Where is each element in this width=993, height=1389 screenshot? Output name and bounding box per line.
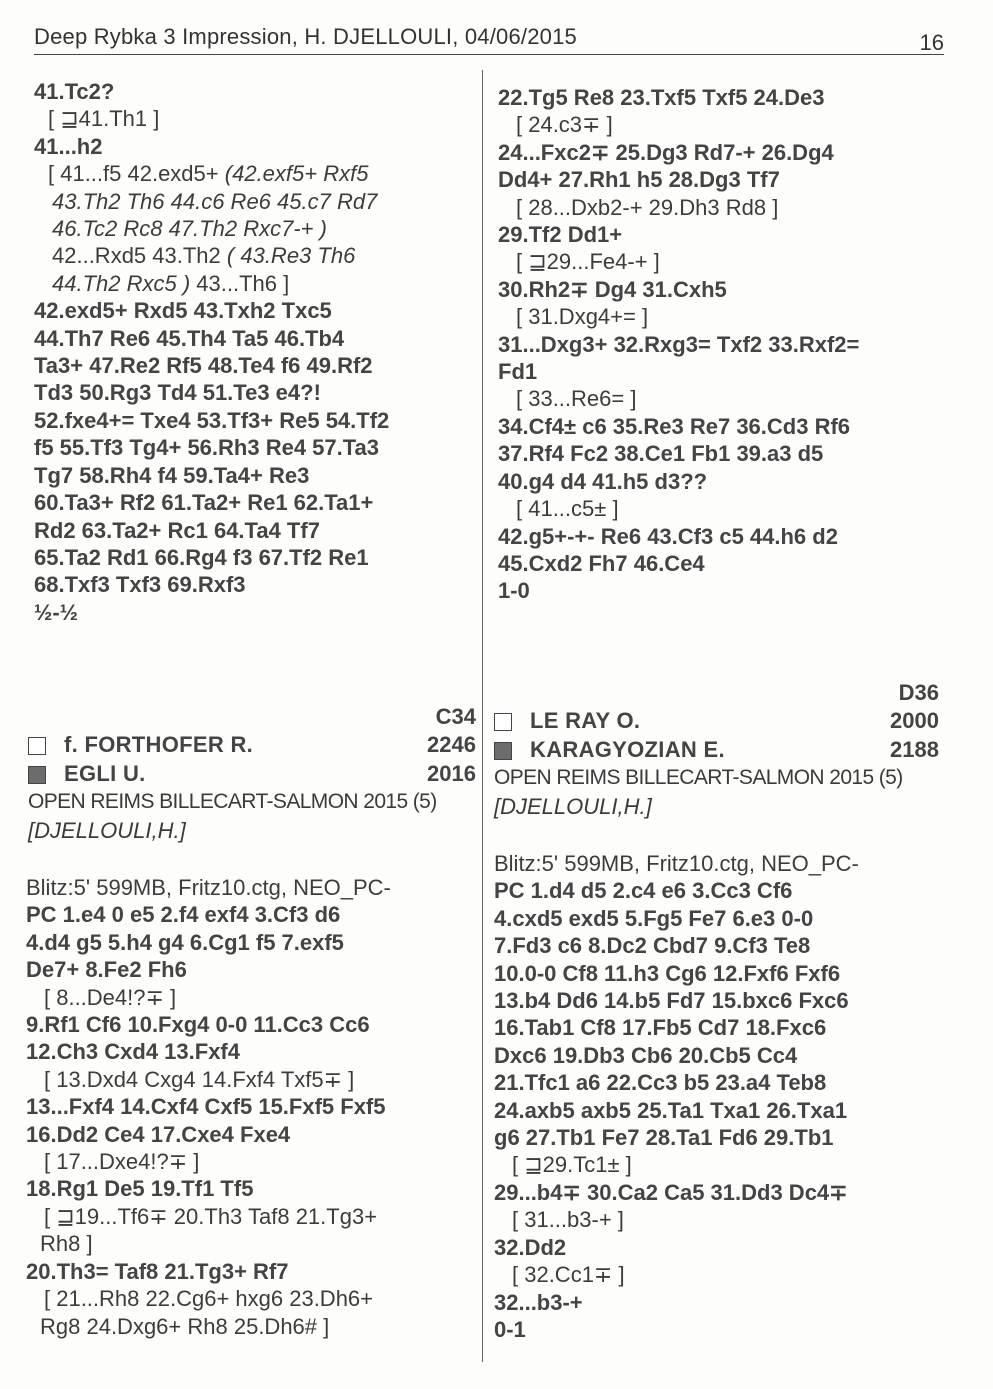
move-line: Blitz:5' 599MB, Fritz10.ctg, NEO_PC- xyxy=(494,851,859,876)
variation-line: [ 24.c3∓ ] xyxy=(516,112,613,138)
game2-annotator: [DJELLOULI,H.] xyxy=(494,794,652,819)
white-square-icon xyxy=(28,737,46,755)
move-line: 42.g5+-+- Re6 43.Cf3 c5 44.h6 d2 xyxy=(498,523,838,549)
variation-line: [ ⊒29...Fe4-+ ] xyxy=(516,249,660,275)
move-line: 52.fxe4+= Txe4 53.Tf3+ Re5 54.Tf2 xyxy=(34,407,390,433)
move-line: 29.Tf2 Dd1+ xyxy=(498,222,623,248)
game1-moves xyxy=(26,874,476,1340)
game2-event: OPEN REIMS BILLECART-SALMON 2015 (5) xyxy=(494,766,903,789)
move-line: f5 55.Tf3 Tg4+ 56.Rh3 Re4 57.Ta3 xyxy=(34,435,380,461)
move-line: 44.Th7 Re6 45.Th4 Ta5 46.Tb4 xyxy=(34,325,345,351)
move-line: 37.Rf4 Fc2 38.Ce1 Fb1 39.a3 d5 xyxy=(498,441,824,467)
variation-line: [ 33...Re6= ] xyxy=(516,386,637,412)
variation-line: [ 31.Dxg4+= ] xyxy=(516,304,649,330)
game2-white-row xyxy=(494,708,939,737)
left-top-moves xyxy=(34,78,474,626)
game2-black-elo: 2188 xyxy=(890,737,939,762)
variation-line: 43.Th2 Th6 44.c6 Re6 45.c7 Rd7 xyxy=(52,188,378,214)
move-line: Dxc6 19.Db3 Cb6 20.Cb5 Cc4 xyxy=(494,1042,798,1068)
move-line: 32...b3-+ xyxy=(494,1289,583,1315)
game1-black-row xyxy=(28,761,476,790)
move-line: 24.axb5 axb5 25.Ta1 Txa1 26.Txa1 xyxy=(494,1097,848,1123)
move-line: PC 1.d4 d5 2.c4 e6 3.Cc3 Cf6 xyxy=(494,878,793,904)
game1-eco: C34 xyxy=(435,704,476,729)
move-line: 29...b4∓ 30.Ca2 Ca5 31.Dd3 Dc4∓ xyxy=(494,1179,848,1205)
move-line: De7+ 8.Fe2 Fh6 xyxy=(26,957,187,983)
game2-header xyxy=(494,680,939,822)
header-title: Deep Rybka 3 Impression, H. DJELLOULI, 04/06/2015 xyxy=(34,24,577,49)
game1-white-player: f. FORTHOFER R. xyxy=(64,732,254,757)
page-header xyxy=(34,24,944,55)
game1-annotator: [DJELLOULI,H.] xyxy=(28,818,186,843)
black-square-icon xyxy=(28,766,46,784)
game1-white-row xyxy=(28,732,476,761)
move-line: 65.Ta2 Rd1 66.Rg4 f3 67.Tf2 Re1 xyxy=(34,544,369,570)
move-line: 41.Tc2? xyxy=(34,79,115,104)
column-divider xyxy=(482,70,483,1362)
variation-line: [ ⊒29.Tc1± ] xyxy=(512,1152,632,1178)
move-line: Td3 50.Rg3 Td4 51.Te3 e4?! xyxy=(34,380,321,406)
move-line: 21.Tfc1 a6 22.Cc3 b5 23.a4 Teb8 xyxy=(494,1070,827,1096)
variation-line: [ 41...f5 42.exd5+ (42.exf5+ Rxf5 xyxy=(48,161,369,187)
variation-line: [ ⊒41.Th1 ] xyxy=(48,106,160,132)
right-top-moves xyxy=(498,84,938,605)
variation-line: [ 41...c5± ] xyxy=(516,496,619,522)
game-result: 1-0 xyxy=(498,578,530,604)
game2-eco: D36 xyxy=(898,680,939,705)
variation-line: 46.Tc2 Rc8 47.Th2 Rxc7-+ ) xyxy=(52,216,327,242)
game-result: ½-½ xyxy=(34,599,79,625)
variation-line: [ 28...Dxb2-+ 29.Dh3 Rd8 ] xyxy=(516,194,779,220)
game1-white-elo: 2246 xyxy=(427,732,476,757)
move-line: 68.Txf3 Txf3 69.Rxf3 xyxy=(34,572,246,598)
move-line: 24...Fxc2∓ 25.Dg3 Rd7-+ 26.Dg4 xyxy=(498,139,834,165)
move-line: 34.Cf4± c6 35.Re3 Re7 36.Cd3 Rf6 xyxy=(498,413,851,439)
game-result: 0-1 xyxy=(494,1316,526,1342)
variation-line: [ ⊒19...Tf6∓ 20.Th3 Taf8 21.Tg3+ xyxy=(44,1203,378,1229)
game1-black-player: EGLI U. xyxy=(64,761,146,786)
variation-line: [ 8...De4!?∓ ] xyxy=(44,984,177,1010)
move-line: 13...Fxf4 14.Cxf4 Cxf5 15.Fxf5 Fxf5 xyxy=(26,1094,386,1120)
move-line: 12.Ch3 Cxd4 13.Fxf4 xyxy=(26,1039,240,1065)
move-line: 13.b4 Dd6 14.b5 Fd7 15.bxc6 Fxc6 xyxy=(494,988,849,1014)
game2-black-player: KARAGYOZIAN E. xyxy=(530,737,725,762)
move-line: 10.0-0 Cf8 11.h3 Cg6 12.Fxf6 Fxf6 xyxy=(494,960,841,986)
page-number: 16 xyxy=(919,30,944,55)
move-line: g6 27.Tb1 Fe7 28.Ta1 Fd6 29.Tb1 xyxy=(494,1125,834,1151)
move-line: 40.g4 d4 41.h5 d3?? xyxy=(498,468,708,494)
variation-line: 42...Rxd5 43.Th2 ( 43.Re3 Th6 xyxy=(52,243,356,269)
move-line: Rd2 63.Ta2+ Rc1 64.Ta4 Tf7 xyxy=(34,517,320,543)
game1-black-elo: 2016 xyxy=(427,761,476,786)
move-line: 41...h2 xyxy=(34,133,103,159)
move-line: Fd1 xyxy=(498,359,538,385)
move-line: 20.Th3= Taf8 21.Tg3+ Rf7 xyxy=(26,1258,289,1284)
move-line: Blitz:5' 599MB, Fritz10.ctg, NEO_PC- xyxy=(26,875,391,900)
variation-line: [ 32.Cc1∓ ] xyxy=(512,1262,625,1288)
game1-event: OPEN REIMS BILLECART-SALMON 2015 (5) xyxy=(28,790,437,813)
variation-line: Rh8 ] xyxy=(40,1231,93,1257)
variation-line: [ 31...b3-+ ] xyxy=(512,1207,624,1233)
variation-line: [ 17...Dxe4!?∓ ] xyxy=(44,1149,200,1175)
move-line: 30.Rh2∓ Dg4 31.Cxh5 xyxy=(498,276,727,302)
move-line: Tg7 58.Rh4 f4 59.Ta4+ Re3 xyxy=(34,462,310,488)
variation-line: Rg8 24.Dxg6+ Rh8 25.Dh6# ] xyxy=(40,1313,330,1339)
move-line: 9.Rf1 Cf6 10.Fxg4 0-0 11.Cc3 Cc6 xyxy=(26,1012,370,1038)
move-line: 31...Dxg3+ 32.Rxg3= Txf2 33.Rxf2= xyxy=(498,331,860,357)
black-square-icon xyxy=(494,742,512,760)
white-square-icon xyxy=(494,713,512,731)
game1-header xyxy=(28,704,476,846)
game2-white-elo: 2000 xyxy=(890,708,939,733)
move-line: 4.d4 g5 5.h4 g4 6.Cg1 f5 7.exf5 xyxy=(26,929,344,955)
variation-line: [ 13.Dxd4 Cxg4 14.Fxf4 Txf5∓ ] xyxy=(44,1066,355,1092)
move-line: 32.Dd2 xyxy=(494,1234,567,1260)
move-line: Dd4+ 27.Rh1 h5 28.Dg3 Tf7 xyxy=(498,167,780,193)
variation-line: 44.Th2 Rxc5 ) 43...Th6 ] xyxy=(52,270,290,296)
move-line: 60.Ta3+ Rf2 61.Ta2+ Re1 62.Ta1+ xyxy=(34,490,374,516)
move-line: 16.Tab1 Cf8 17.Fb5 Cd7 18.Fxc6 xyxy=(494,1015,827,1041)
move-line: PC 1.e4 0 e5 2.f4 exf4 3.Cf3 d6 xyxy=(26,902,341,928)
move-line: 45.Cxd2 Fh7 46.Ce4 xyxy=(498,550,705,576)
move-line: 22.Tg5 Re8 23.Txf5 Txf5 24.De3 xyxy=(498,85,825,110)
move-line: 4.cxd5 exd5 5.Fg5 Fe7 6.e3 0-0 xyxy=(494,905,814,931)
move-line: 18.Rg1 De5 19.Tf1 Tf5 xyxy=(26,1176,254,1202)
game2-black-row xyxy=(494,737,939,766)
variation-line: [ 21...Rh8 22.Cg6+ hxg6 23.Dh6+ xyxy=(44,1286,374,1312)
move-line: 16.Dd2 Ce4 17.Cxe4 Fxe4 xyxy=(26,1121,291,1147)
move-line: Ta3+ 47.Re2 Rf5 48.Te4 f6 49.Rf2 xyxy=(34,353,373,379)
move-line: 42.exd5+ Rxd5 43.Txh2 Txc5 xyxy=(34,298,332,324)
game2-moves xyxy=(494,850,944,1343)
move-line: 7.Fd3 c6 8.Dc2 Cbd7 9.Cf3 Te8 xyxy=(494,933,811,959)
game2-white-player: LE RAY O. xyxy=(530,708,641,733)
